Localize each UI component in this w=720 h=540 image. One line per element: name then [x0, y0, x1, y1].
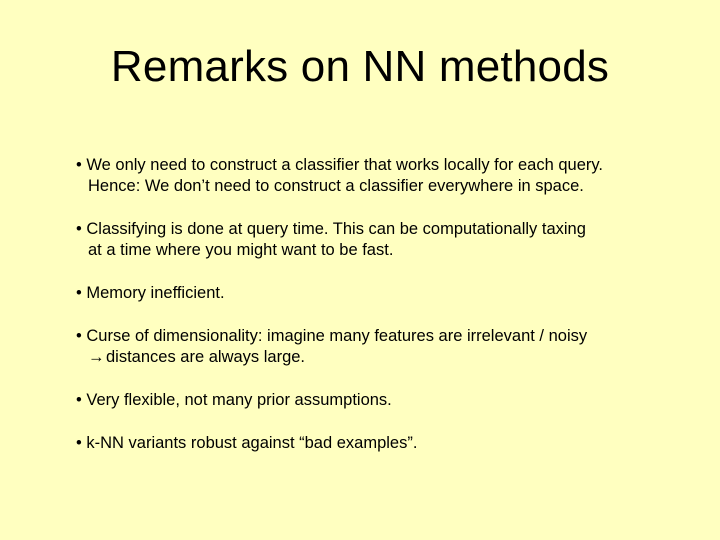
bullet-text: k-NN variants robust against “bad examples”. — [86, 434, 418, 452]
slide-title: Remarks on NN methods — [110, 42, 610, 91]
bullet-continuation: Hence: We don’t need to construct a classifier everywhere in space. — [88, 177, 584, 195]
bullet-text: distances are always large. — [106, 348, 306, 366]
bullet-continuation: at a time where you might want to be fast. — [88, 241, 394, 259]
bullet-line — [76, 390, 696, 411]
bullet-marker: • — [76, 284, 82, 302]
bullet-marker: • — [76, 220, 82, 238]
bullet-line — [76, 283, 696, 304]
bullet-item-query-time — [76, 219, 696, 261]
bullet-line — [76, 219, 696, 240]
bullet-item-flexible — [76, 390, 696, 411]
arrow-right-icon: → — [88, 348, 105, 366]
bullet-line — [76, 326, 696, 347]
bullet-marker: • — [76, 327, 82, 345]
bullet-line — [76, 433, 696, 454]
bullet-text: Classifying is done at query time. This can be computationally taxing — [86, 220, 586, 238]
bullet-marker: • — [76, 156, 82, 174]
bullet-list — [76, 155, 696, 454]
bullet-marker: • — [76, 434, 82, 452]
bullet-text: Very flexible, not many prior assumptions. — [86, 391, 392, 409]
bullet-line — [76, 155, 696, 176]
bullet-text: We only need to construct a classifier that works locally for each query. — [86, 156, 603, 174]
bullet-continuation-with-arrow — [76, 347, 696, 368]
bullet-text: Curse of dimensionality: imagine many features are irrelevant / noisy — [86, 327, 588, 345]
bullet-text: Memory inefficient. — [86, 284, 225, 302]
bullet-marker: • — [76, 391, 82, 409]
bullet-item-memory — [76, 283, 696, 304]
bullet-item-local-classifier — [76, 155, 696, 197]
bullet-item-knn-robust — [76, 433, 696, 454]
bullet-item-curse-of-dimensionality — [76, 326, 696, 368]
